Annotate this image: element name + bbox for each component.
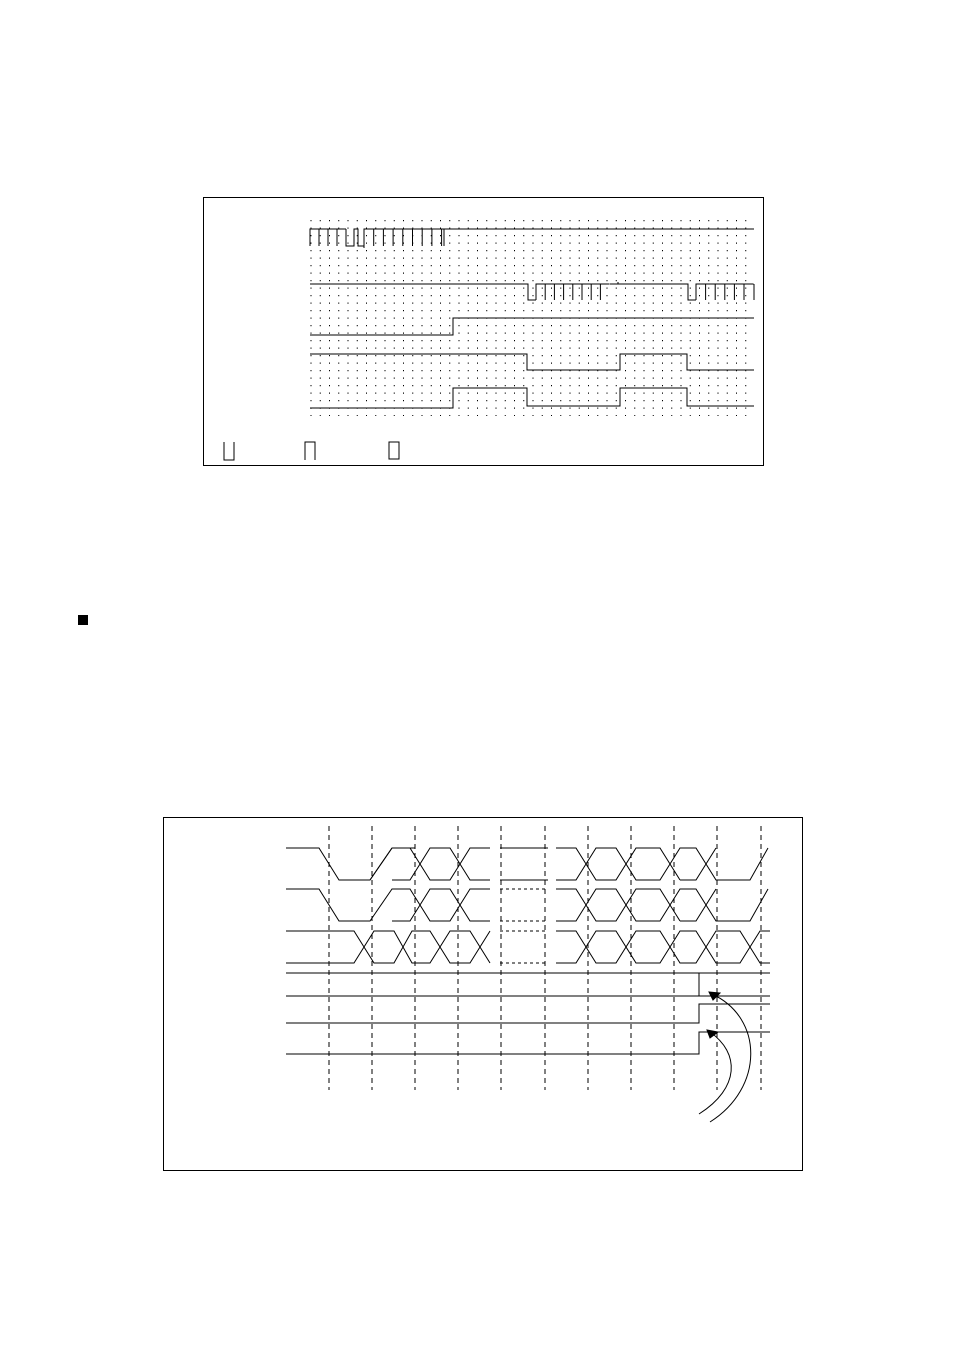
bus-segment (392, 848, 490, 880)
step-trace-2 (286, 1004, 770, 1023)
bus-segment (680, 848, 716, 880)
timing-diagram-bottom (163, 817, 803, 1171)
bus-segment (286, 931, 490, 963)
bus-1-gap-dashed (500, 848, 548, 880)
trace-4-level (310, 354, 754, 370)
legend-box-icon (389, 442, 399, 459)
bus-segment (392, 889, 490, 921)
bus-segment (680, 889, 716, 921)
legend-high-pulse-icon (305, 442, 315, 460)
bus-segment (392, 889, 490, 921)
bus-segment (556, 889, 680, 921)
trace-5-pulse (310, 388, 754, 408)
timing-diagram-top (203, 197, 764, 466)
trace-3-step (310, 318, 754, 335)
curved-arrow-2 (699, 1032, 731, 1114)
step-trace-1 (286, 973, 770, 996)
section-bullet-icon (78, 615, 88, 625)
timing-diagram-bottom-canvas (164, 818, 804, 1172)
bus-gap-dashed (500, 889, 548, 963)
bus-segment (556, 848, 680, 880)
bus-segment (286, 848, 415, 880)
trace-2-clock (310, 282, 754, 300)
bus-segment (370, 848, 392, 880)
step-trace-3 (286, 1032, 770, 1054)
bus-segment (286, 889, 410, 921)
timing-diagram-top-canvas (204, 198, 765, 467)
bus-segment (286, 931, 490, 963)
legend-low-pulse-icon (224, 442, 234, 460)
bus-segment (392, 848, 490, 880)
trace-1-clock (310, 229, 754, 248)
